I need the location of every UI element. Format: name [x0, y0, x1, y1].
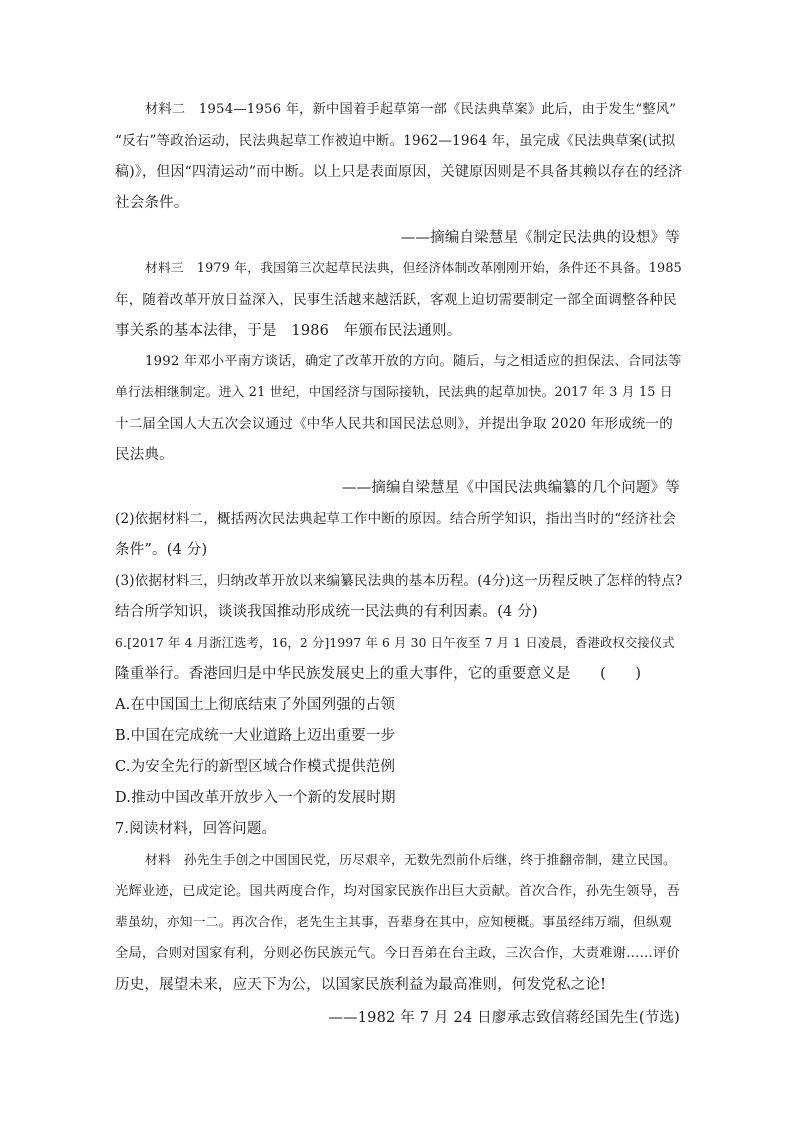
material3-line-3: 事关系的基本法律，于是 1986 年颁布民法通则。 — [115, 323, 462, 339]
question-7-stem: 7.阅读材料，回答问题。 — [115, 821, 277, 837]
question-6-line-2: 隆重举行。香港回归是中华民族发展史上的重大事件，它的重要意义是 ( ) — [115, 666, 642, 682]
material2-line-2: “反右”等政治运动，民法典起草工作被迫中断。1962—1964 年，虽完成《民法典草案(试拟 — [115, 133, 676, 149]
q7-material-line-1: 材料 孙先生手创之中国国民党，历尽艰辛，无数先烈前仆后继，终于推翻帝制，建立民国。 — [145, 853, 676, 868]
material2-source: ——摘编自梁慧星《制定民法典的设想》等 — [400, 230, 680, 246]
option-c: C.为安全先行的新型区域合作模式提供范例 — [115, 759, 396, 775]
option-a: A.在中国国土上彻底结束了外国列强的占领 — [115, 697, 396, 713]
material2-line-1: 材料二 1954—1956 年，新中国着手起草第一部《民法典草案》此后，由于发生“整风” — [145, 102, 677, 117]
material3-para2-line-4: 民法典。 — [115, 447, 174, 463]
material3-line-2: 年，随着改革开放日益深入，民事生活越来越活跃，客观上迫切需要制定一部全面调整各种民 — [115, 292, 677, 308]
q7-material-line-5: 历史，展望未来，应天下为公，以国家民族利益为最高准则，何发党私之论! — [115, 977, 607, 993]
material3-para2-line-2: 单行法相继制定。进入 21 世纪，中国经济与国际接轨，民法典的起草加快。2017 年 3 月 15 日 — [115, 385, 673, 400]
q7-material-line-4: 全局，合则对国家有利，分则必伤民族元气。今日吾弟在台主政，三次合作，大责难谢……评价 — [115, 946, 680, 961]
option-d: D.推动中国改革开放步入一个新的发展时期 — [115, 790, 396, 806]
question-2-line-2: 条件”。(4 分) — [115, 542, 208, 558]
material3-para2-line-1: 1992 年邓小平南方谈话，确定了改革开放的方向。随后，与之相适应的担保法、合同法等 — [145, 354, 682, 369]
material3-line-1: 材料三 1979 年，我国第三次起草民法典，但经济体制改革刚刚开始，条件还不具备。1985 — [145, 261, 682, 276]
material2-line-4: 社会条件。 — [115, 195, 189, 211]
question-3-line-1: (3)依据材料三，归纳改革开放以来编纂民法典的基本历程。(4分)这一历程反映了怎样的特点? — [115, 573, 683, 589]
q7-source: ——1982 年 7 月 24 日廖承志致信蒋经国先生(节选) — [328, 1010, 680, 1026]
material3-para2-line-3: 十二届全国人大五次会议通过《中华人民共和国民法总则》，并提出争取 2020 年形成统一的 — [115, 416, 673, 432]
material3-source: ——摘编自梁慧星《中国民法典编纂的几个问题》等 — [341, 480, 680, 496]
question-2-line-1: (2)依据材料二，概括两次民法典起草工作中断的原因。结合所学知识，指出当时的“经济社会 — [115, 511, 677, 527]
question-6-line-1: 6.[2017 年 4 月浙江选考，16，2 分]1997 年 6 月 30 日午夜至 7 月 1 日凌晨，香港政权交接仪式 — [115, 636, 675, 650]
material2-line-3: 稿)》，但因“四清运动”而中断。以上只是表面原因，关键原因则是不具备其赖以存在的经济 — [115, 164, 683, 180]
q7-material-line-3: 辈虽幼，亦知一二。再次合作，老先生主其事，吾辈身在其中，应知梗概。事虽经纬万端，但纵观 — [115, 915, 672, 930]
q7-material-line-2: 光辉业迹，已成定论。国共两度合作，均对国家民族作出巨大贡献。首次合作，孙先生领导，吾 — [115, 884, 680, 899]
question-3-line-2: 结合所学知识，谈谈我国推动形成统一民法典的有利因素。(4 分) — [115, 604, 538, 620]
option-b: B.中国在完成统一大业道路上迈出重要一步 — [115, 728, 396, 744]
